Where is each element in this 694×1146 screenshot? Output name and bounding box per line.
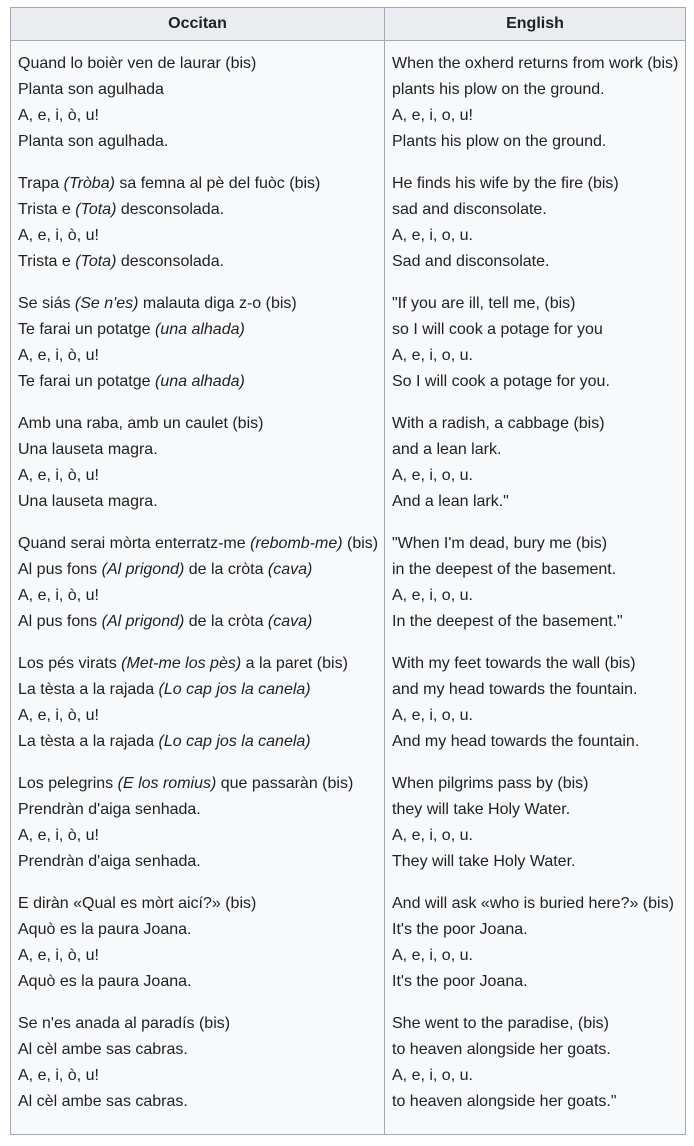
english-stanza <box>392 51 679 155</box>
line-text: Al cèl ambe sas cabras. <box>18 1093 188 1110</box>
english-line: sad and disconsolate. <box>392 201 547 218</box>
variant-text: (Se n'es) <box>74 295 139 312</box>
english-line: A, e, i, o, u! <box>392 107 473 124</box>
line-text: A, e, i, ò, u! <box>18 107 99 124</box>
variant-text: (Tròba) <box>63 175 115 192</box>
line-text: Te farai un potatge <box>18 373 155 390</box>
occitan-line <box>18 583 378 609</box>
header-row <box>11 8 686 41</box>
occitan-line <box>18 703 378 729</box>
line-text: La tèsta a la rajada <box>18 681 159 698</box>
variant-text: (E los romius) <box>117 775 217 792</box>
english-line: So I will cook a potage for you. <box>392 373 610 390</box>
english-line: It's the poor Joana. <box>392 973 528 990</box>
english-line: A, e, i, o, u. <box>392 227 473 244</box>
occitan-stanza <box>18 411 378 515</box>
line-text: A, e, i, ò, u! <box>18 467 99 484</box>
occitan-line <box>18 77 378 103</box>
occitan-line <box>18 943 378 969</box>
english-line: in the deepest of the basement. <box>392 561 617 578</box>
occitan-line <box>18 849 378 875</box>
line-text: Trista e <box>18 201 76 218</box>
line-text: A, e, i, ò, u! <box>18 827 99 844</box>
occitan-stanza <box>18 891 378 995</box>
occitan-column <box>11 41 385 1135</box>
line-text: de la cròta <box>184 613 268 630</box>
line-text: La tèsta a la rajada <box>18 733 159 750</box>
occitan-line <box>18 249 378 275</box>
line-text: Se n'es anada al paradís (bis) <box>18 1015 231 1032</box>
occitan-line <box>18 729 378 755</box>
line-text: malauta diga z-o (bis) <box>138 295 297 312</box>
variant-text: (una alhada) <box>154 373 245 390</box>
line-text: Aquò es la paura Joana. <box>18 921 192 938</box>
occitan-line <box>18 411 378 437</box>
line-text: Quand lo boièr ven de laurar (bis) <box>18 55 257 72</box>
line-text: Se siás <box>18 295 75 312</box>
variant-text: (Al prigond) <box>101 613 185 630</box>
occitan-line <box>18 291 378 317</box>
variant-text: (Tota) <box>75 201 117 218</box>
variant-text: (una alhada) <box>154 321 245 338</box>
occitan-line <box>18 51 378 77</box>
occitan-stanza <box>18 531 378 635</box>
occitan-line <box>18 223 378 249</box>
occitan-line <box>18 489 378 515</box>
occitan-line <box>18 343 378 369</box>
english-line: With a radish, a cabbage (bis) <box>392 415 605 432</box>
english-line: When the oxherd returns from work (bis) <box>392 55 679 72</box>
occitan-line <box>18 129 378 155</box>
line-text: Planta son agulhada <box>18 81 164 98</box>
line-text: sa femna al pè del fuòc (bis) <box>114 175 321 192</box>
english-stanza <box>392 651 679 755</box>
variant-text: (Lo cap jos la canela) <box>158 681 311 698</box>
occitan-line <box>18 171 378 197</box>
occitan-line <box>18 1089 378 1115</box>
english-stanza <box>392 531 679 635</box>
english-line: A, e, i, o, u. <box>392 707 473 724</box>
line-text: Amb una raba, amb un caulet (bis) <box>18 415 264 432</box>
header-english: English <box>385 8 686 41</box>
occitan-line <box>18 969 378 995</box>
english-line: so I will cook a potage for you <box>392 321 603 338</box>
lyrics-table <box>10 7 686 1135</box>
line-text: A, e, i, ò, u! <box>18 1067 99 1084</box>
english-line: A, e, i, o, u. <box>392 827 473 844</box>
line-text: Los pelegrins <box>18 775 118 792</box>
line-text: desconsolada. <box>116 253 225 270</box>
line-text: A, e, i, ò, u! <box>18 347 99 364</box>
line-text: Al pus fons <box>18 561 102 578</box>
line-text: Aquò es la paura Joana. <box>18 973 192 990</box>
english-stanza <box>392 771 679 875</box>
english-line: and my head towards the fountain. <box>392 681 638 698</box>
occitan-line <box>18 197 378 223</box>
english-line: They will take Holy Water. <box>392 853 576 870</box>
occitan-line <box>18 823 378 849</box>
english-line: to heaven alongside her goats." <box>392 1093 617 1110</box>
line-text: desconsolada. <box>116 201 225 218</box>
line-text: (bis) <box>342 535 379 552</box>
english-line: She went to the paradise, (bis) <box>392 1015 610 1032</box>
line-text: Trista e <box>18 253 76 270</box>
occitan-line <box>18 797 378 823</box>
english-line: A, e, i, o, u. <box>392 347 473 364</box>
occitan-line <box>18 317 378 343</box>
english-line: With my feet towards the wall (bis) <box>392 655 636 672</box>
english-line: A, e, i, o, u. <box>392 587 473 604</box>
english-stanza <box>392 171 679 275</box>
english-column <box>385 41 686 1135</box>
english-line: A, e, i, o, u. <box>392 1067 473 1084</box>
english-line: they will take Holy Water. <box>392 801 571 818</box>
line-text: A, e, i, ò, u! <box>18 947 99 964</box>
line-text: Al pus fons <box>18 613 102 630</box>
english-stanza <box>392 291 679 395</box>
line-text: Quand serai mòrta enterratz-me <box>18 535 251 552</box>
english-line: and a lean lark. <box>392 441 502 458</box>
line-text: A, e, i, ò, u! <box>18 227 99 244</box>
variant-text: (Lo cap jos la canela) <box>158 733 311 750</box>
variant-text: (Al prigond) <box>101 561 185 578</box>
line-text: Prendràn d'aiga senhada. <box>18 853 201 870</box>
occitan-line <box>18 891 378 917</box>
line-text: a la paret (bis) <box>241 655 348 672</box>
occitan-line <box>18 917 378 943</box>
occitan-stanza <box>18 1011 378 1115</box>
variant-text: (Tota) <box>75 253 117 270</box>
line-text: Los pés virats <box>18 655 122 672</box>
occitan-line <box>18 531 378 557</box>
english-stanza <box>392 891 679 995</box>
variant-text: (rebomb-me) <box>250 535 343 552</box>
line-text: Una lauseta magra. <box>18 441 158 458</box>
line-text: Planta son agulhada. <box>18 133 169 150</box>
occitan-line <box>18 609 378 635</box>
header-occitan: Occitan <box>11 8 385 41</box>
english-line: It's the poor Joana. <box>392 921 528 938</box>
english-line: A, e, i, o, u. <box>392 467 473 484</box>
variant-text: (cava) <box>267 613 313 630</box>
line-text: Te farai un potatge <box>18 321 155 338</box>
english-line: "If you are ill, tell me, (bis) <box>392 295 576 312</box>
line-text: A, e, i, ò, u! <box>18 587 99 604</box>
english-line: And a lean lark." <box>392 493 509 510</box>
occitan-line <box>18 1011 378 1037</box>
english-stanza <box>392 411 679 515</box>
occitan-stanza <box>18 771 378 875</box>
occitan-stanza <box>18 171 378 275</box>
line-text: A, e, i, ò, u! <box>18 707 99 724</box>
occitan-stanza <box>18 651 378 755</box>
variant-text: (Met-me los pès) <box>121 655 242 672</box>
english-stanza <box>392 1011 679 1115</box>
english-line: He finds his wife by the fire (bis) <box>392 175 619 192</box>
line-text: E diràn «Qual es mòrt aicí?» (bis) <box>18 895 257 912</box>
english-line: In the deepest of the basement." <box>392 613 623 630</box>
line-text: Trapa <box>18 175 64 192</box>
occitan-line <box>18 369 378 395</box>
english-line: And will ask «who is buried here?» (bis) <box>392 895 674 912</box>
english-line: Sad and disconsolate. <box>392 253 550 270</box>
occitan-stanza <box>18 51 378 155</box>
occitan-line <box>18 1037 378 1063</box>
occitan-line <box>18 771 378 797</box>
line-text: Al cèl ambe sas cabras. <box>18 1041 188 1058</box>
english-line: A, e, i, o, u. <box>392 947 473 964</box>
lyrics-row <box>11 41 686 1135</box>
occitan-line <box>18 103 378 129</box>
occitan-line <box>18 463 378 489</box>
occitan-line <box>18 437 378 463</box>
variant-text: (cava) <box>267 561 313 578</box>
occitan-line <box>18 677 378 703</box>
english-line: Plants his plow on the ground. <box>392 133 607 150</box>
occitan-stanza <box>18 291 378 395</box>
english-line: plants his plow on the ground. <box>392 81 605 98</box>
line-text: que passaràn (bis) <box>216 775 354 792</box>
occitan-line <box>18 557 378 583</box>
occitan-line <box>18 651 378 677</box>
occitan-line <box>18 1063 378 1089</box>
english-line: When pilgrims pass by (bis) <box>392 775 589 792</box>
english-line: "When I'm dead, bury me (bis) <box>392 535 608 552</box>
line-text: Prendràn d'aiga senhada. <box>18 801 201 818</box>
line-text: de la cròta <box>184 561 268 578</box>
line-text: Una lauseta magra. <box>18 493 158 510</box>
english-line: to heaven alongside her goats. <box>392 1041 611 1058</box>
english-line: And my head towards the fountain. <box>392 733 640 750</box>
